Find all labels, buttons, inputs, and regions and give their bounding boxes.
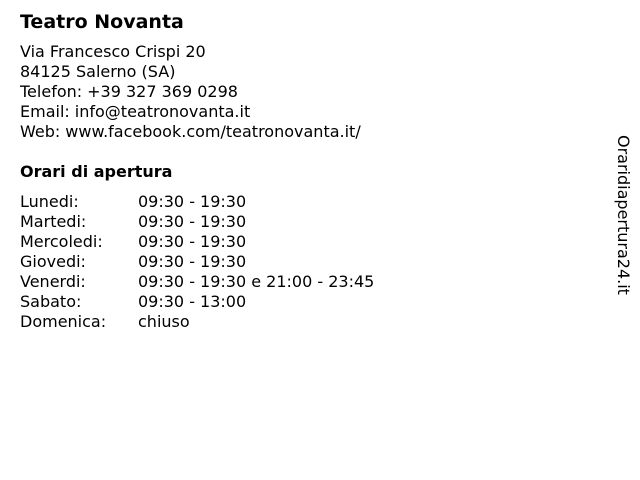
address-line-1: Via Francesco Crispi 20 — [20, 42, 206, 61]
time-value: 09:30 - 19:30 — [138, 232, 247, 251]
hours-row-tuesday — [20, 212, 590, 232]
day-label: Giovedi: — [20, 252, 86, 271]
day-label: Domenica: — [20, 312, 107, 331]
phone-value[interactable]: +39 327 369 0298 — [87, 82, 238, 101]
site-brand-vertical: Oraridiapertura24.it — [614, 135, 633, 295]
hours-row-monday — [20, 192, 590, 212]
hours-row-sunday — [20, 312, 590, 332]
time-value: 09:30 - 13:00 — [138, 292, 247, 311]
business-card — [20, 10, 590, 332]
phone-label: Telefon: — [20, 82, 83, 101]
opening-hours-title: Orari di apertura — [20, 162, 173, 181]
web-row — [20, 122, 590, 142]
email-link[interactable]: info@teatronovanta.it — [74, 102, 251, 121]
web-link[interactable]: www.facebook.com/teatronovanta.it/ — [65, 122, 361, 141]
day-label: Lunedi: — [20, 192, 79, 211]
hours-row-saturday — [20, 292, 590, 312]
day-label: Martedi: — [20, 212, 87, 231]
hours-row-wednesday — [20, 232, 590, 252]
address-line-2: 84125 Salerno (SA) — [20, 62, 176, 81]
hours-row-friday — [20, 272, 590, 292]
day-label: Venerdi: — [20, 272, 86, 291]
day-label: Sabato: — [20, 292, 82, 311]
day-label: Mercoledi: — [20, 232, 103, 251]
web-label: Web: — [20, 122, 61, 141]
email-row — [20, 102, 590, 122]
time-value: 09:30 - 19:30 — [138, 252, 247, 271]
time-value: 09:30 - 19:30 — [138, 212, 247, 231]
opening-hours-table — [20, 192, 590, 332]
hours-row-thursday — [20, 252, 590, 272]
time-value: chiuso — [138, 312, 190, 331]
time-value: 09:30 - 19:30 e 21:00 - 23:45 — [138, 272, 375, 291]
business-name: Teatro Novanta — [20, 11, 184, 33]
phone-row — [20, 82, 590, 102]
time-value: 09:30 - 19:30 — [138, 192, 247, 211]
email-label: Email: — [20, 102, 70, 121]
